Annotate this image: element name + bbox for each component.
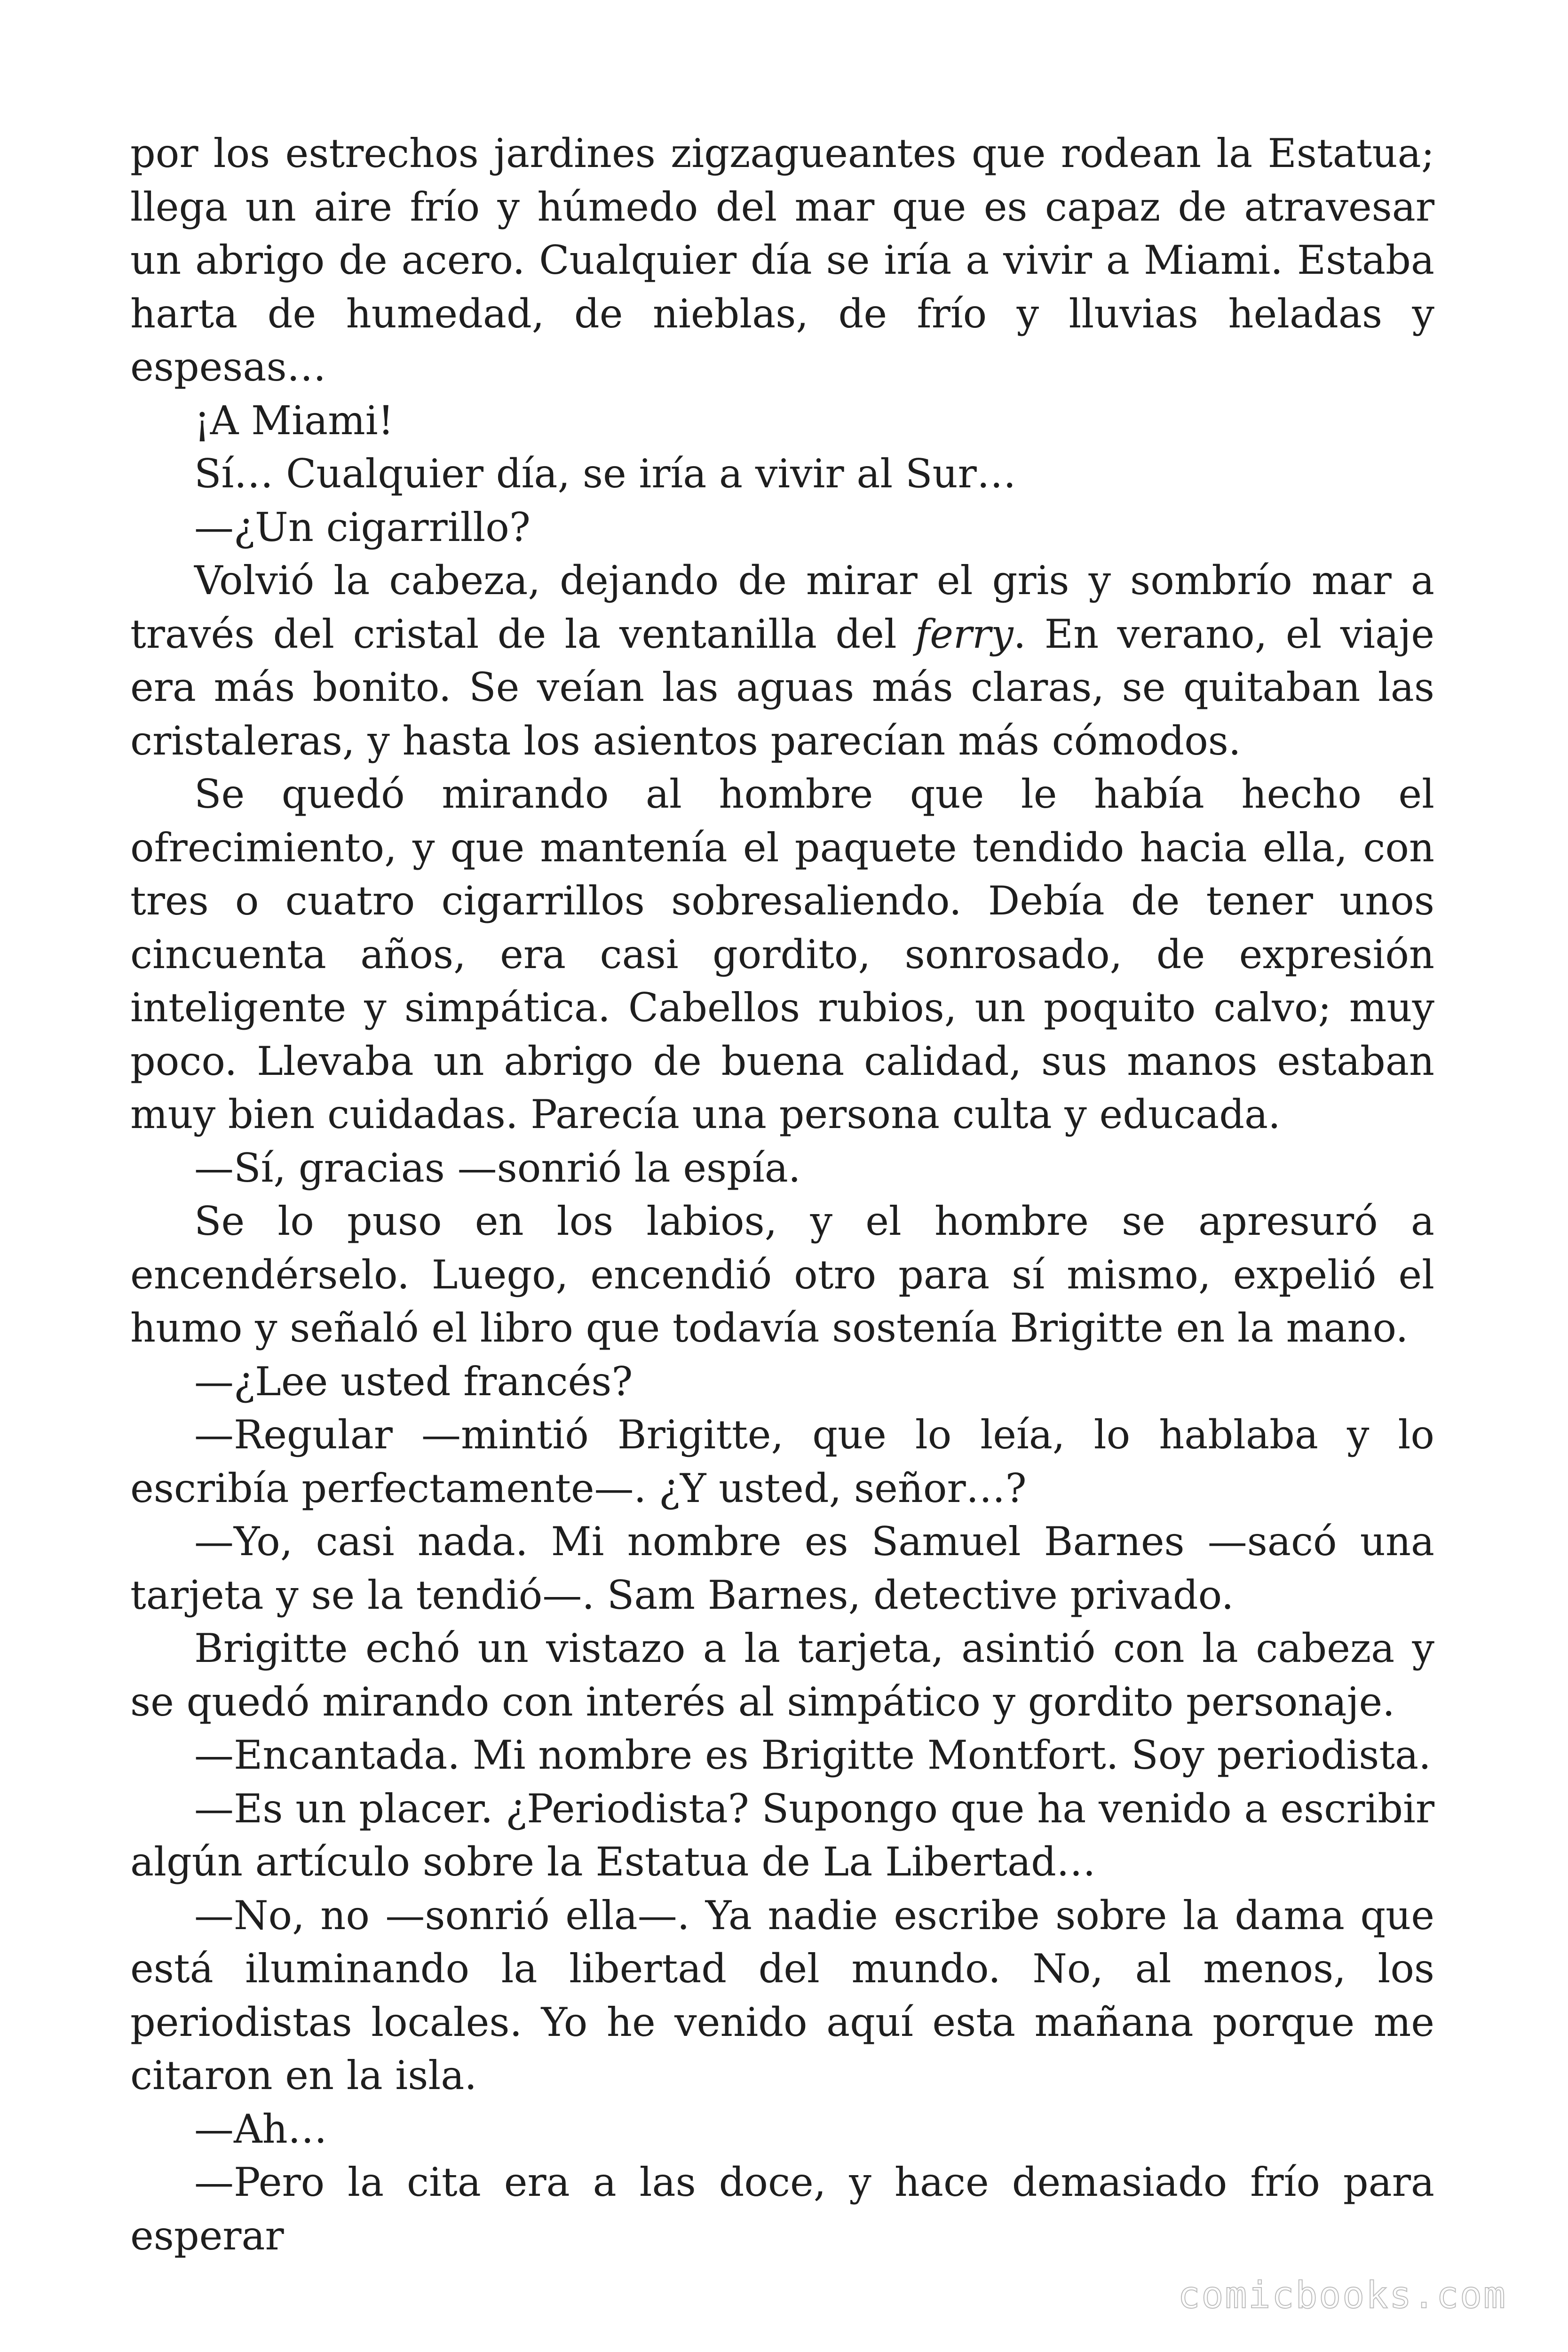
- paragraph: —¿Un cigarrillo?: [194, 504, 531, 550]
- watermark: comicbooks.com: [1178, 2274, 1507, 2317]
- paragraph: —Pero la cita era a las doce, y hace demasiado frío para esperar: [130, 2159, 1434, 2259]
- paragraph: —Regular —mintió Brigitte, que lo leía, lo hablaba y lo escribía perfectamente—. ¿Y usted, señor…?: [130, 1412, 1434, 1511]
- paragraph: Brigitte echó un vistazo a la tarjeta, asintió con la cabeza y se quedó mirando con interés al simpático y gordito personaje.: [130, 1625, 1434, 1725]
- paragraph: —Yo, casi nada. Mi nombre es Samuel Barnes —sacó una tarjeta y se la tendió—. Sam Barnes, detective privado.: [130, 1518, 1434, 1618]
- paragraph: por los estrechos jardines zigzagueantes que rodean la Estatua; llega un aire frío y húmedo del mar que es capaz de atravesar un abrigo de acero. Cualquier día se iría a vivir a Miami. Estaba harta de humedad, de nieblas, de frío y lluvias heladas y espesas…: [130, 130, 1434, 390]
- paragraph: Se quedó mirando al hombre que le había hecho el ofrecimiento, y que mantenía el paquete tendido hacia ella, con tres o cuatro cigarrillos sobresaliendo. Debía de tener unos cincuenta años, era casi gordito, sonrosado, de expresión inteligente y simpática. Cabellos rubios, un poquito calvo; muy poco. Llevaba un abrigo de buena calidad, sus manos estaban muy bien cuidadas. Parecía una persona culta y educada.: [130, 771, 1434, 1137]
- paragraph: —Ah…: [194, 2106, 327, 2152]
- paragraph: —Sí, gracias —sonrió la espía.: [194, 1144, 801, 1191]
- emphasis-ferry: ferry: [915, 611, 1014, 657]
- paragraph: ¡A Miami!: [194, 397, 394, 444]
- paragraph: Se lo puso en los labios, y el hombre se apresuró a encendérselo. Luego, encendió otro para sí mismo, expelió el humo y señaló el libro que todavía sostenía Brigitte en la mano.: [130, 1198, 1434, 1351]
- book-page: [130, 127, 1434, 2263]
- paragraph-text: Volvió la cabeza, dejando de mirar el gris y sombrío mar a través del cristal de la ventanilla del: [130, 557, 1434, 657]
- paragraph: —Es un placer. ¿Periodista? Supongo que ha venido a escribir algún artículo sobre la Estatua de La Libertad…: [130, 1785, 1434, 1885]
- paragraph: [130, 554, 1434, 768]
- paragraph: —Encantada. Mi nombre es Brigitte Montfort. Soy periodista.: [194, 1732, 1431, 1778]
- paragraph: Sí… Cualquier día, se iría a vivir al Sur…: [194, 451, 1016, 497]
- paragraph-text: . En verano, el viaje era más bonito. Se veían las aguas más claras, se quitaban las cristaleras, y hasta los asientos parecían más cómodos.: [130, 611, 1435, 764]
- paragraph: —No, no —sonrió ella—. Ya nadie escribe sobre la dama que está iluminando la libertad del mundo. No, al menos, los periodistas locales. Yo he venido aquí esta mañana porque me citaron en la isla.: [130, 1892, 1434, 2098]
- paragraph: —¿Lee usted francés?: [194, 1358, 633, 1405]
